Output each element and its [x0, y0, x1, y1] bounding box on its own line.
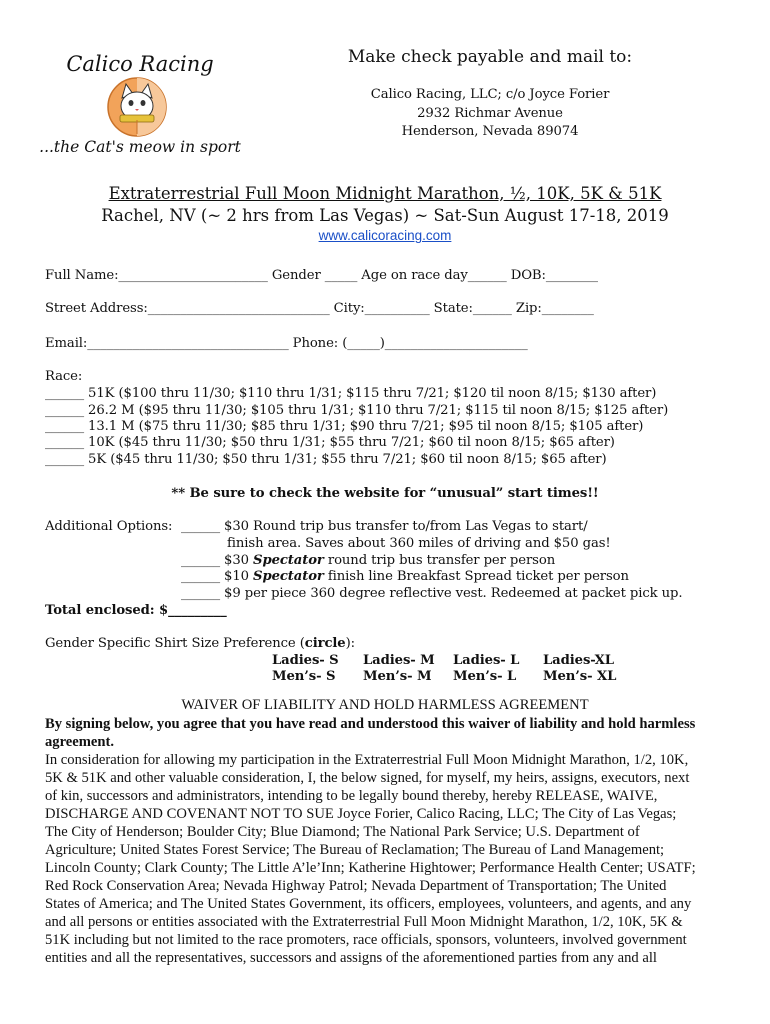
mail-line-3: Henderson, Nevada 89074 — [401, 124, 579, 139]
shirt-option[interactable]: Ladies- M — [363, 653, 435, 668]
waiver-line: 5K & 51K and other valuable consideration, I, the below signed, for myself, my heirs, assigns, executors, next — [45, 770, 690, 786]
waiver-line: Lincoln County; Clark County; The Little A’le’Inn; Katherine Hightower; Performance Health Center; USATF; — [45, 860, 696, 876]
form-row-name[interactable]: Full Name:_______________________ Gender _____ Age on race day______ DOB:________ — [45, 268, 598, 283]
event-location: Rachel, NV (~ 2 hrs from Las Vegas) ~ Sat-Sun August 17-18, 2019 — [101, 206, 669, 225]
calico-cat-logo-icon — [106, 76, 168, 138]
waiver-line: Agriculture; United States Forest Service; The Bureau of Reclamation; The Bureau of Land Management; — [45, 842, 665, 858]
shirt-option[interactable]: Men’s- M — [363, 669, 432, 684]
waiver-intro-bold: By signing below, you agree that you have read and understood this waiver of liability and hold harmless — [45, 716, 696, 732]
shirt-option[interactable]: Men’s- L — [453, 669, 517, 684]
shirt-option[interactable]: Ladies-XL — [543, 653, 614, 668]
waiver-title: WAIVER OF LIABILITY AND HOLD HARMLESS AGREEMENT — [181, 697, 589, 713]
race-option-half[interactable]: ______ 13.1 M ($75 thru 11/30; $85 thru 1/31; $90 thru 7/21; $95 til noon 8/15; $105 after) — [45, 419, 644, 434]
event-title: Extraterrestrial Full Moon Midnight Marathon, ½, 10K, 5K & 51K — [108, 184, 662, 203]
race-option-marathon[interactable]: ______ 26.2 M ($95 thru 11/30; $105 thru 1/31; $110 thru 7/21; $115 til noon 8/15; $125 after) — [45, 403, 669, 418]
option-bus-transfer-detail: finish area. Saves about 360 miles of driving and $50 gas! — [227, 536, 611, 551]
shirt-option[interactable]: Ladies- S — [272, 653, 339, 668]
race-option-10k[interactable]: ______ 10K ($45 thru 11/30; $50 thru 1/31; $55 thru 7/21; $60 til noon 8/15; $65 after) — [45, 435, 615, 450]
shirt-row-mens — [0, 669, 770, 687]
waiver-line: DISCHARGE AND COVENANT NOT TO SUE Joyce Forier, Calico Racing, LLC; The City of Las Vegas; — [45, 806, 677, 822]
mail-heading: Make check payable and mail to: — [347, 47, 633, 67]
option-spectator-breakfast[interactable]: ______ $10 Spectator finish line Breakfast Spread ticket per person — [181, 569, 629, 584]
waiver-line: 51K including but not limited to the race promoters, race officials, sponsors, volunteers, involved government — [45, 932, 687, 948]
form-row-address[interactable]: Street Address:____________________________ City:__________ State:______ Zip:________ — [45, 301, 594, 316]
waiver-line: of kin, successors and administrators, intending to be legally bound thereby, hereby RELEASE, WAIVE, — [45, 788, 658, 804]
logo-title: Calico Racing — [66, 52, 214, 76]
race-option-5k[interactable]: ______ 5K ($45 thru 11/30; $50 thru 1/31; $55 thru 7/21; $60 til noon 8/15; $65 after) — [45, 452, 607, 467]
total-enclosed[interactable]: Total enclosed: $_________ — [45, 603, 227, 618]
option-reflective-vest[interactable]: ______ $9 per piece 360 degree reflective vest. Redeemed at packet pick up. — [181, 586, 683, 601]
start-times-note: ** Be sure to check the website for “unusual” start times!! — [171, 486, 599, 501]
logo-tagline: ...the Cat's meow in sport — [39, 138, 241, 156]
shirt-option[interactable]: Ladies- L — [453, 653, 520, 668]
option-spectator-bus[interactable]: ______ $30 Spectator round trip bus transfer per person — [181, 553, 556, 568]
additional-label: Additional Options: — [45, 519, 173, 534]
website-link[interactable]: www.calicoracing.com — [318, 228, 452, 243]
waiver-intro-bold-2: agreement. — [45, 734, 115, 750]
option-bus-transfer[interactable]: ______ $30 Round trip bus transfer to/from Las Vegas to start/ — [181, 519, 588, 534]
waiver-line: Red Rock Conservation Area; Nevada Highway Patrol; Nevada Department of Transportation; The United — [45, 878, 667, 894]
waiver-line: The City of Henderson; Boulder City; Blue Diamond; The National Park Service; U.S. Department of — [45, 824, 640, 840]
mail-line-1: Calico Racing, LLC; c/o Joyce Forier — [370, 87, 610, 102]
shirt-option[interactable]: Men’s- XL — [543, 669, 617, 684]
waiver-line: In consideration for allowing my participation in the Extraterrestrial Full Moon Midnight Marathon, 1/2, 10K, — [45, 752, 689, 768]
waiver-line: and all persons or entities associated with the Extraterrestrial Full Moon Midnight Marathon, 1/2, 10K, 5K & — [45, 914, 683, 930]
race-option-51k[interactable]: ______ 51K ($100 thru 11/30; $110 thru 1/31; $115 thru 7/21; $120 til noon 8/15; $130 after) — [45, 386, 657, 401]
mail-line-2: 2932 Richmar Avenue — [417, 106, 563, 121]
waiver-line: entities and all the representatives, successors and assigns of the aforementioned parties from any and all — [45, 950, 657, 966]
shirt-size-label: Gender Specific Shirt Size Preference (circle): — [45, 636, 355, 651]
shirt-option[interactable]: Men’s- S — [272, 669, 336, 684]
form-row-contact[interactable]: Email:_______________________________ Phone: (_____)______________________ — [45, 336, 528, 351]
race-label: Race: — [45, 369, 83, 384]
waiver-line: States of America; and The United States Government, its officers, employees, volunteers, and agents, and any — [45, 896, 692, 912]
